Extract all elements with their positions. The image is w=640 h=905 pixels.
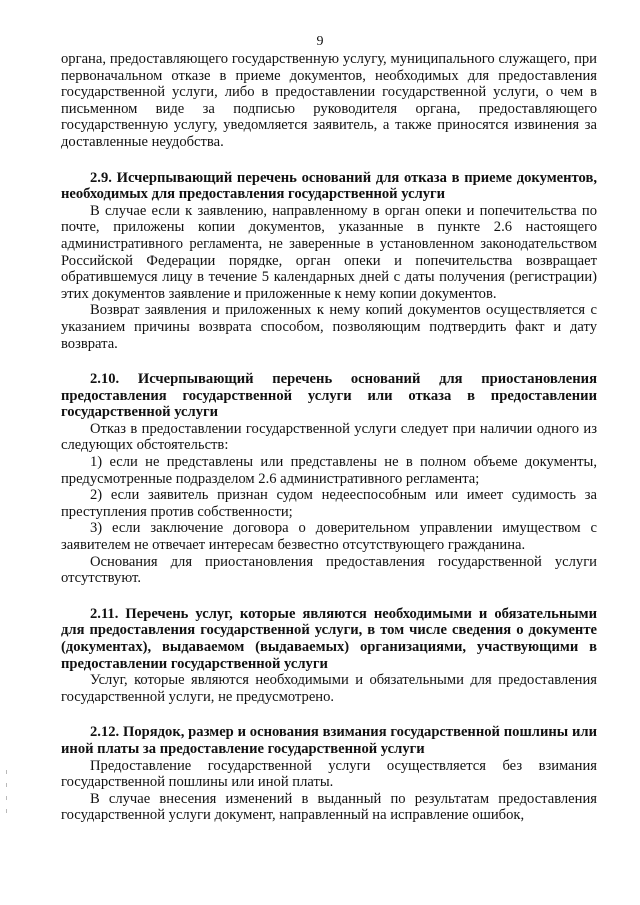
section-2-9-heading: 2.9. Исчерпывающий перечень оснований для отказа в приеме документов, необходимых для предоставления государственной услуги: [61, 169, 597, 203]
section-2-11-paragraph: Услуг, которые являются необходимыми и обязательными для предоставления государственной услуги, не предусмотрено.: [61, 672, 597, 705]
section-2-10-list-item: 3) если заключение договора о доверительном управлении имуществом с заявителем не отвечает интересам безвестно отсутствующего гражданина.: [61, 520, 597, 554]
section-2-10-list-item: 1) если не представлены или представлены не в полном объеме документы, предусмотренные подразделом 2.6 административного регламента;: [61, 454, 597, 487]
section-2-9-paragraph: В случае если к заявлению, направленному в орган опеки и попечительства по почте, приложены копии документов, указанные в пункте 2.6 настоящего административного регламента, не заверенные в установленном законодательством Российской Федерации порядке, орган опеки и попечительства возвращает обратившемуся лицу в течение 5 календарных дней с даты получения (регистрации) этих документов заявление и приложенные к нему копии документов.: [61, 202, 597, 302]
page-content: [61, 51, 597, 824]
section-2-10-heading: 2.10. Исчерпывающий перечень оснований для приостановления предоставления государственной услуги или отказа в предоставлении государственной услуги: [61, 371, 597, 421]
section-2-10-list-item: 2) если заявитель признан судом недееспособным или имеет судимость за преступления против собственности;: [61, 487, 597, 520]
section-2-9-paragraph: Возврат заявления и приложенных к нему копий документов осуществляется с указанием причины возврата способом, позволяющим подтвердить факт и дату возврата.: [61, 302, 597, 352]
section-2-12-paragraph: Предоставление государственной услуги осуществляется без взимания государственной пошлины или иной платы.: [61, 757, 597, 791]
section-2-11-heading: 2.11. Перечень услуг, которые являются необходимыми и обязательными для предоставления государственной услуги, в том числе сведения о документе (документах), выдаваемом (выдаваемых) организациями, участвующими в предоставлении государственной услуги: [61, 605, 597, 672]
section-2-10-paragraph: Отказ в предоставлении государственной услуги следует при наличии одного из следующих обстоятельств:: [61, 420, 597, 454]
continuation-paragraph: органа, предоставляющего государственную услугу, муниципального служащего, при первоначальном отказе в приеме документов, необходимых для предоставления государственной услуги, либо в предоставлении государственной услуги, о чем в письменном виде за подписью руководителя органа, предоставляющего государственную услугу, уведомляется заявитель, а также приносятся извинения за доставленные неудобства.: [61, 51, 597, 150]
page-number: 9: [316, 34, 324, 49]
section-2-12-heading: 2.12. Порядок, размер и основания взимания государственной пошлины или иной платы за предоставление государственной услуги: [61, 724, 597, 757]
scan-edge-marks: [6, 770, 8, 830]
section-2-12-paragraph: В случае внесения изменений в выданный по результатам предоставления государственной услуги документ, направленный на исправление ошибок,: [61, 790, 597, 824]
section-2-10-paragraph: Основания для приостановления предоставления государственной услуги отсутствуют.: [61, 553, 597, 587]
